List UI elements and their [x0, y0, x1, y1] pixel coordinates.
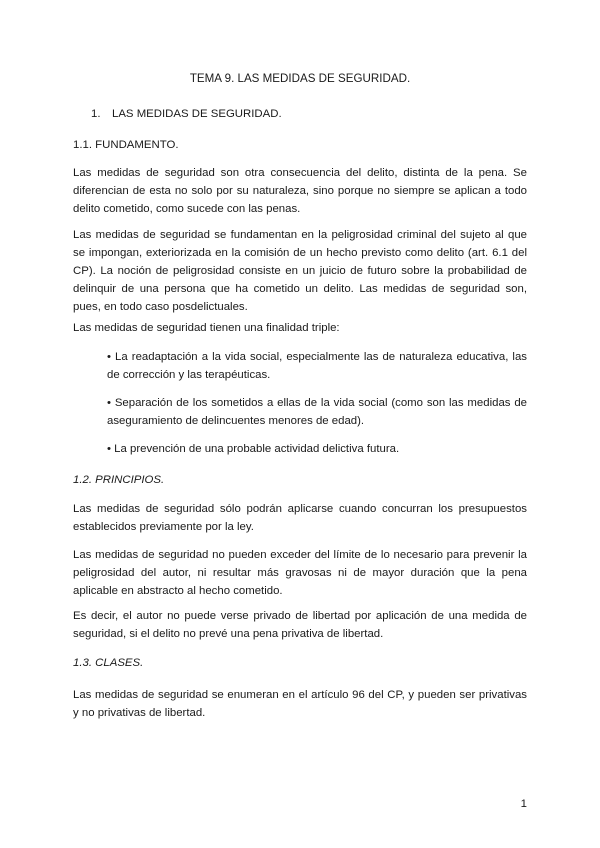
paragraph: Las medidas de seguridad no pueden exceder del límite de lo necesario para prevenir la peligrosidad del autor, ni resultar más gravosas ni de mayor duración que la pena aplicable en abstracto al hecho cometido.	[73, 549, 527, 597]
paragraph: Las medidas de seguridad tienen una finalidad triple:	[73, 322, 340, 334]
document-title: TEMA 9. LAS MEDIDAS DE SEGURIDAD.	[189, 72, 411, 85]
bullet-item: • La prevención de una probable actividad delictiva futura.	[107, 443, 400, 455]
paragraph: Las medidas de seguridad se enumeran en el artículo 96 del CP, y pueden ser privativas y no privativas de libertad.	[73, 689, 527, 719]
subsection-heading-principios: 1.2. PRINCIPIOS.	[73, 474, 165, 486]
paragraph: Las medidas de seguridad sólo podrán aplicarse cuando concurran los presupuestos establecidos previamente por la ley.	[73, 503, 527, 533]
page-number: 1	[520, 798, 527, 810]
section-title: LAS MEDIDAS DE SEGURIDAD.	[112, 108, 282, 120]
paragraph: Es decir, el autor no puede verse privado de libertad por aplicación de una medida de seguridad, si el delito no prevé una pena privativa de libertad.	[73, 610, 527, 640]
paragraph: Las medidas de seguridad se fundamentan en la peligrosidad criminal del sujeto al que se impongan, exteriorizada en la comisión de un hecho previsto como delito (art. 6.1 del CP). La noción de peligrosidad consiste en un juicio de futuro sobre la probabilidad de delinquir de una persona que ha cometido un delito. Las medidas de seguridad son, pues, en todo caso posdelictuales.	[73, 229, 527, 313]
bullet-item: • La readaptación a la vida social, especialmente las de naturaleza educativa, las de corrección y las terapéuticas.	[107, 351, 527, 381]
subsection-heading-clases: 1.3. CLASES.	[73, 657, 144, 669]
bullet-item: • Separación de los sometidos a ellas de la vida social (como son las medidas de aseguramiento de delincuentes menores de edad).	[107, 397, 527, 427]
section-heading	[91, 105, 282, 123]
section-number: 1.	[91, 108, 101, 120]
paragraph: Las medidas de seguridad son otra consecuencia del delito, distinta de la pena. Se diferencian de esta no solo por su naturaleza, sino porque no siempre se aplican a todo delito cometido, como sucede con las penas.	[73, 167, 527, 215]
subsection-heading-fundamento: 1.1. FUNDAMENTO.	[73, 139, 179, 151]
